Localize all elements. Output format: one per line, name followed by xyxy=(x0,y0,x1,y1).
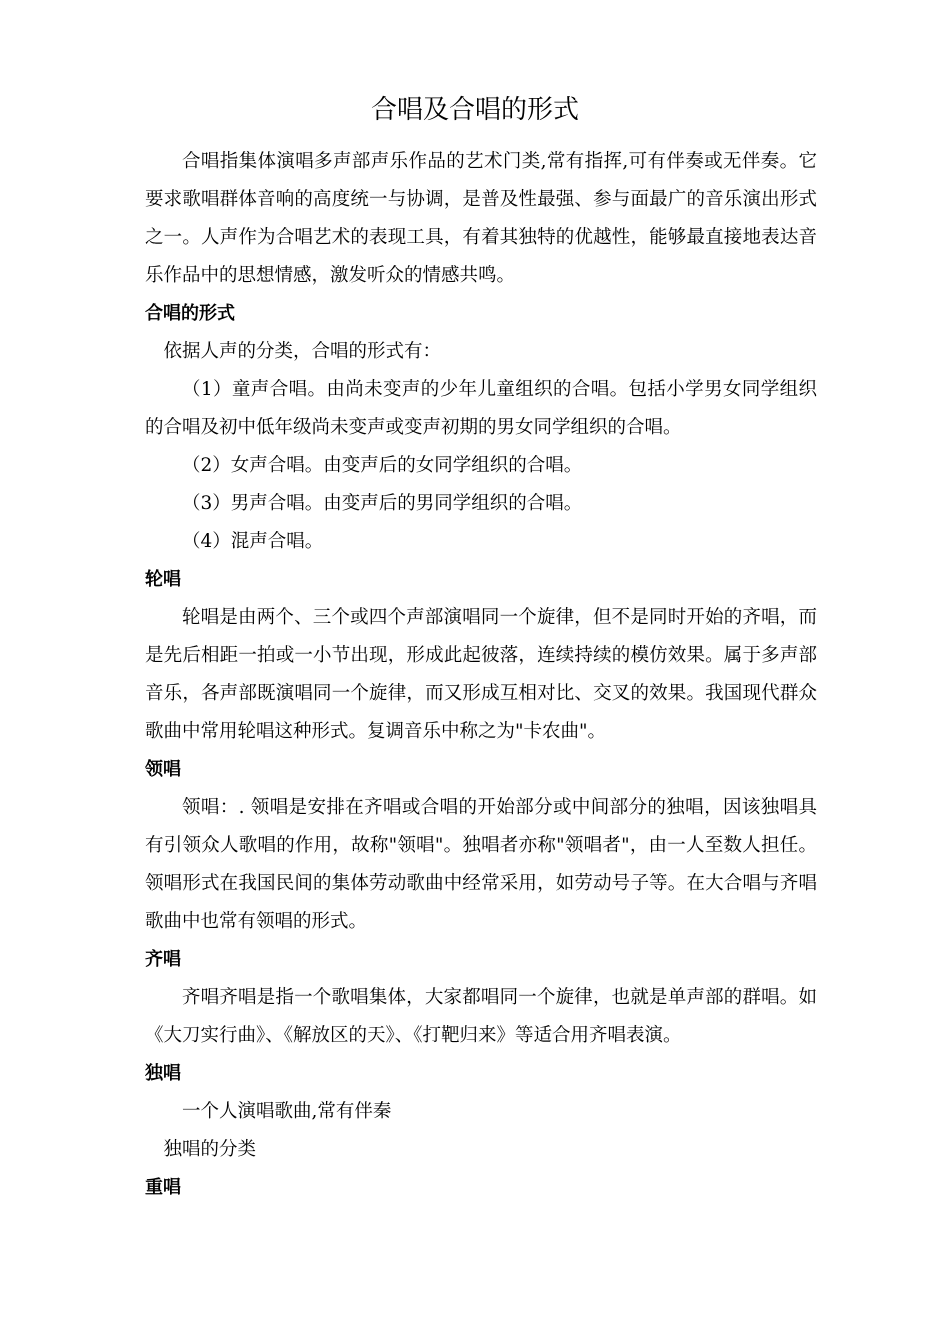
section-heading-round: 轮唱 xyxy=(145,569,181,590)
section-heading-solo: 独唱 xyxy=(145,1063,181,1084)
section-heading-unison: 齐唱 xyxy=(145,949,181,970)
section-heading-ensemble: 重唱 xyxy=(145,1177,181,1198)
forms-lead: 依据人声的分类，合唱的形式有： xyxy=(163,341,442,362)
forms-item-3: （3）男声合唱。由变声后的男同学组织的合唱。 xyxy=(182,493,583,514)
section-heading-lead-singing: 领唱 xyxy=(145,759,181,780)
intro-paragraph: 合唱指集体演唱多声部声乐作品的艺术门类,常有指挥,可有伴奏或无伴奏。它要求歌唱群体音响的高度统一与协调，是普及性最强、参与面最广的音乐演出形式之一。人声作为合唱艺术的表现工具，有着其独特的优越性，能够最直接地表达音乐作品中的思想情感，激发听众的情感共鸣。 xyxy=(145,151,817,286)
solo-paragraph: 一个人演唱歌曲,常有伴秦 xyxy=(182,1101,392,1122)
lead-singing-paragraph: 领唱：. 领唱是安排在齐唱或合唱的开始部分或中间部分的独唱，因该独唱具有引领众人歌唱的作用，故称"领唱"。独唱者亦称"领唱者"，由一人至数人担任。领唱形式在我国民间的集体劳动歌曲中经常采用，如劳动号子等。在大合唱与齐唱歌曲中也常有领唱的形式。 xyxy=(145,797,817,932)
round-paragraph: 轮唱是由两个、三个或四个声部演唱同一个旋律，但不是同时开始的齐唱，而是先后相距一拍或一小节出现，形成此起彼落，连续持续的模仿效果。属于多声部音乐，各声部既演唱同一个旋律，而又形成互相对比、交叉的效果。我国现代群众歌曲中常用轮唱这种形式。复调音乐中称之为"卡农曲"。 xyxy=(145,607,817,742)
forms-item-4: （4）混声合唱。 xyxy=(182,531,324,552)
forms-item-1: （1）童声合唱。由尚未变声的少年儿童组织的合唱。包括小学男女同学组织的合唱及初中低年级尚未变声或变声初期的男女同学组织的合唱。 xyxy=(145,379,817,438)
section-heading-forms: 合唱的形式 xyxy=(145,303,235,324)
document-body xyxy=(145,143,817,1207)
page-title: 合唱及合唱的形式 xyxy=(370,95,579,125)
forms-item-2: （2）女声合唱。由变声后的女同学组织的合唱。 xyxy=(182,455,583,476)
unison-paragraph: 齐唱齐唱是指一个歌唱集体，大家都唱同一个旋律，也就是单声部的群唱。如《大刀实行曲》、《解放区的天》、《打靶归来》等适合用齐唱表演。 xyxy=(145,987,817,1046)
solo-subheading: 独唱的分类 xyxy=(163,1139,257,1160)
